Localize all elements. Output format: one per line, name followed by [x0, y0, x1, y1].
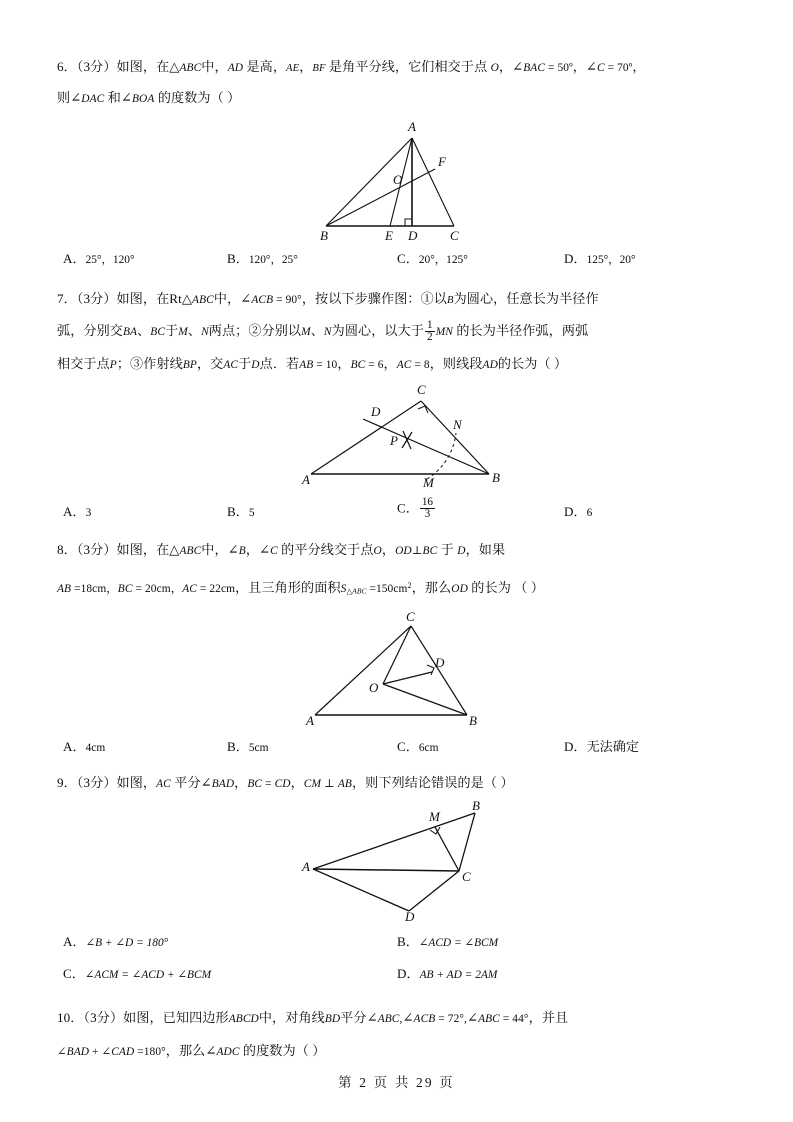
option-6-A-label: A． [63, 251, 86, 266]
figure-6-label-C: C [450, 228, 459, 243]
q6-stem-i: 是角平分线，它们相交于点 [325, 59, 491, 74]
q8-val-ac: = 22cm [196, 582, 236, 595]
option-9-A-text: ∠B + ∠D = 180° [85, 936, 169, 949]
q8-var-o: O [373, 545, 382, 557]
figure-9-label-C: C [462, 868, 471, 884]
option-7-D-label: D． [564, 504, 587, 519]
figure-6-label-D: D [408, 228, 418, 243]
option-9-D-text: AB + AD = 2AM [419, 968, 498, 981]
q6-var-ad: AD [227, 62, 244, 74]
question-10-line-1 [57, 1003, 741, 1034]
q10-val-acb: = 72°, [435, 1012, 467, 1025]
option-7-A-text: 3 [85, 507, 92, 519]
q7-l3-c: ；③作射线 [116, 356, 183, 371]
q10-l1-j: ∠ [466, 1009, 479, 1025]
figure-8-label-A: A [306, 712, 314, 728]
q7-l1-c: 中，∠ [213, 291, 252, 306]
q7-var-bc2: BC [350, 359, 366, 371]
q8-l1-g: 的平分线交于点 [277, 542, 374, 557]
option-9-C-label: C． [63, 965, 85, 981]
q8-val-ab: =18cm， [71, 582, 118, 595]
q8-l1-e: ，∠ [245, 542, 271, 557]
q8-l2-l: 的长为 （ ） [467, 579, 545, 595]
q6-stem2-a: 则∠ [57, 90, 82, 105]
option-6-C-text: 20°，125° [418, 254, 468, 266]
q7-l3-g: 于 [238, 356, 252, 371]
option-8-B-text: 5cm [248, 741, 269, 754]
q7-l3-t: 的长为（ ） [497, 356, 568, 371]
question-9-options-row-2 [57, 963, 741, 993]
q9-var-cd: CD [274, 777, 291, 790]
q8-var-ac: AC [182, 582, 197, 595]
option-9-D[interactable] [397, 963, 497, 982]
q6-var-bf: BF [312, 63, 326, 74]
figure-6-label-E: E [385, 228, 393, 243]
q7-val-acb: = 90° [273, 294, 302, 306]
q10-l2-h: 的度数为（ ） [239, 1042, 326, 1058]
q8-l1-a: 8．（3分）如图，在△ [57, 542, 180, 557]
option-7-C-frac-den: 3 [420, 508, 435, 520]
q8-var-bc2: BC [117, 582, 133, 595]
option-7-B[interactable] [227, 501, 255, 520]
q8-val-bc: = 20cm， [132, 582, 183, 595]
q7-var-m2: M [301, 326, 311, 338]
q8-var-od2: OD [451, 582, 468, 595]
figure-7-label-D: D [371, 404, 381, 419]
q7-l1-a: 7．（3分）如图，在Rt△ [57, 291, 193, 306]
q7-fraction-half [425, 320, 435, 344]
question-8 [57, 535, 741, 766]
option-7-C-frac-num: 16 [421, 496, 434, 508]
figure-8-label-D: D [435, 654, 445, 670]
q7-l3-e: ，交 [196, 356, 224, 371]
q9-var-cm: CM [303, 777, 322, 790]
option-7-A-label: A． [63, 504, 86, 519]
figure-6-label-A: A [408, 119, 416, 134]
question-7-line-2 [57, 315, 741, 348]
q7-var-m: M [178, 326, 188, 338]
question-9-options-row-1 [57, 931, 741, 961]
figure-6-label-O: O [393, 172, 403, 187]
figure-6-svg [304, 114, 494, 242]
option-7-B-text: 5 [248, 507, 255, 519]
option-9-A[interactable] [63, 931, 168, 950]
q10-var-cad: CAD [111, 1045, 135, 1058]
q8-l1-i: ， [381, 542, 396, 557]
option-9-D-label: D． [397, 965, 420, 981]
q10-l2-c: + ∠ [89, 1045, 112, 1058]
q7-var-b: B [446, 295, 454, 306]
question-7-figure [57, 381, 741, 489]
question-9-line-1 [57, 768, 741, 799]
q8-var-d: D [457, 545, 466, 557]
option-8-A-text: 4cm [85, 741, 106, 754]
question-8-figure [57, 608, 741, 728]
question-10 [57, 1003, 741, 1069]
question-7-options [57, 497, 741, 531]
q6-stem-k: ，∠ [498, 59, 524, 74]
q6-stem-q: ， [632, 59, 646, 74]
option-6-D-text: 125°，20° [586, 254, 636, 266]
q6-stem-n: ，∠ [572, 59, 597, 74]
q7-var-abc: ABC [192, 294, 214, 306]
option-6-D[interactable] [564, 248, 636, 267]
option-6-B[interactable] [227, 248, 298, 267]
option-7-D-text: 6 [586, 507, 593, 519]
q10-val-abc: = 44° [499, 1012, 529, 1025]
q7-l1-h: 为圆心，任意长为半径作 [453, 291, 599, 306]
q6-var-o: O [490, 62, 499, 74]
option-6-B-text: 120°，25° [248, 254, 298, 266]
q8-var-ab: AB [57, 582, 72, 595]
figure-7-svg [293, 381, 505, 489]
q7-var-ba: BA [122, 326, 138, 338]
q10-var-bd: BD [324, 1012, 341, 1025]
figure-7-label-B: B [492, 470, 500, 485]
option-8-A-label: A． [63, 738, 86, 754]
q6-stem-a: 6．（3分）如图，在△ [57, 59, 180, 74]
q10-l2-f: ，那么∠ [165, 1042, 217, 1058]
q7-var-d: D [251, 359, 260, 371]
q6-var-dac: DAC [81, 93, 105, 105]
option-8-D-label: D． [564, 738, 587, 754]
q6-var-boa: BOA [132, 93, 155, 105]
page-footer: 第 2 页 共 29 页 [338, 1075, 455, 1090]
option-6-C[interactable] [397, 248, 468, 267]
question-8-line-1 [57, 535, 741, 566]
q6-val-bac: = 50º [545, 62, 573, 74]
question-6-stem-line-1 [57, 52, 741, 83]
option-9-B-text: ∠ACD = ∠BCM [418, 936, 499, 949]
figure-8-label-B: B [469, 712, 477, 728]
q8-var-abc: ABC [179, 545, 202, 557]
figure-8-svg [301, 608, 497, 728]
q8-var-od: OD [395, 545, 412, 557]
q6-var-ae: AE [286, 63, 300, 74]
q9-perp: ⊥ [321, 777, 338, 790]
question-6-figure [57, 114, 741, 242]
question-6-options [57, 248, 741, 278]
figure-6-label-F: F [438, 154, 446, 169]
question-8-line-2 [57, 566, 741, 612]
q7-l3-l: ， [337, 356, 351, 371]
q7-l3-a: 相交于点 [57, 356, 110, 371]
figure-7-label-C: C [417, 382, 426, 397]
figure-8-label-C: C [406, 608, 415, 624]
question-6-stem-line-2 [57, 83, 741, 114]
figure-9-svg [299, 797, 499, 924]
q7-var-mn: MN [435, 326, 453, 338]
option-7-C[interactable] [397, 497, 436, 521]
q10-l1-c: 中，对角线 [258, 1009, 325, 1025]
option-9-C[interactable] [63, 963, 211, 982]
q10-var-bad: BAD [66, 1045, 90, 1058]
q8-l2-g: ，且三角形的面积 [235, 579, 341, 595]
q7-l2-g: 、 [187, 323, 202, 338]
q6-var-c: C [596, 62, 605, 74]
q9-var-ab: AB [337, 777, 352, 790]
q9-l1-e: ， [234, 774, 248, 790]
option-7-C-label: C． [397, 500, 419, 516]
q10-var-acb: ACB [413, 1012, 436, 1025]
option-8-D[interactable] [564, 736, 639, 755]
q8-perp: ⊥ [411, 545, 423, 557]
option-9-A-label: A． [63, 933, 86, 949]
q10-var-adc: ADC [216, 1045, 240, 1058]
q7-val-bc: = 6 [365, 359, 384, 371]
q10-l1-m: ，并且 [528, 1009, 569, 1025]
option-8-B-label: B． [227, 738, 249, 754]
q8-var-b: B [238, 545, 246, 557]
q8-val-area: =150cm [366, 582, 408, 595]
question-9 [57, 768, 741, 993]
q9-eq: = [262, 777, 275, 790]
option-7-D[interactable] [564, 501, 592, 520]
option-9-B-label: B． [397, 933, 419, 949]
q7-var-ab: AB [299, 359, 314, 371]
question-10-line-2 [57, 1034, 741, 1069]
q7-var-ac2: AC [396, 359, 412, 371]
figure-7-label-N: N [453, 417, 462, 432]
q7-l2-k: 、 [310, 323, 324, 338]
option-7-B-label: B． [227, 504, 249, 519]
figure-9-label-B: B [472, 797, 480, 813]
q7-var-acb: ACB [251, 294, 274, 306]
q7-l2-o: 的长为半径作弧，两弧 [452, 323, 589, 338]
q7-l2-m: 为圆心，以大于 [331, 323, 424, 338]
option-6-A[interactable] [63, 248, 135, 267]
q6-var-bac: BAC [523, 62, 546, 74]
option-8-D-text: 无法确定 [586, 738, 639, 754]
q10-l1-a: 10．（3分）如图，已知四边形 [57, 1009, 229, 1025]
q8-l1-m: 于 [437, 542, 458, 557]
q7-val-ab: = 10 [313, 359, 338, 371]
figure-7-label-A: A [302, 472, 310, 487]
q7-l2-i: 两点；②分别以 [208, 323, 302, 338]
option-7-A[interactable] [63, 501, 91, 520]
q8-sup-2: 2 [407, 581, 412, 590]
question-7-line-1 [57, 284, 741, 315]
option-8-B[interactable] [227, 736, 268, 755]
q6-var-abc: ABC [179, 62, 202, 74]
q10-l1-e: 平分∠ [340, 1009, 378, 1025]
figure-9-label-M: M [429, 808, 440, 824]
q7-var-bc: BC [150, 326, 166, 338]
question-8-options [57, 736, 741, 766]
q7-var-ac: AC [223, 359, 239, 371]
q8-var-bc: BC [422, 545, 438, 557]
option-9-C-text: ∠ACM = ∠ACD + ∠BCM [84, 968, 212, 981]
figure-7-label-P: P [390, 433, 398, 448]
q7-l1-f: ，按以下步骤作图：①以 [301, 291, 447, 306]
q10-l1-g: ∠ [402, 1009, 414, 1025]
q8-var-c: C [270, 545, 278, 557]
question-6 [57, 52, 741, 278]
q8-l2-j: ，那么 [411, 579, 452, 595]
q8-l1-c: 中，∠ [201, 542, 239, 557]
q9-var-bc: BC [247, 777, 263, 790]
option-7-C-fraction [420, 497, 435, 521]
q9-l1-c: 平分∠ [170, 774, 212, 790]
q6-stem2-e: 的度数为（ ） [154, 90, 241, 105]
option-6-C-label: C． [397, 251, 419, 266]
q6-stem-g: ， [299, 59, 313, 74]
option-8-A[interactable] [63, 736, 105, 755]
q7-var-ad: AD [482, 359, 498, 371]
figure-7-label-M: M [423, 475, 434, 490]
q7-l2-a: 弧，分别交 [57, 323, 123, 338]
question-7-line-3 [57, 348, 741, 381]
q10-l2-a: ∠ [57, 1045, 67, 1058]
q9-var-ac: AC [156, 777, 171, 790]
question-7 [57, 284, 741, 531]
q7-l2-e: 于 [165, 323, 179, 338]
q7-val-ac: = 8 [411, 359, 430, 371]
q8-var-s: S [340, 582, 347, 595]
q7-l3-r: ，则线段 [429, 356, 483, 371]
option-6-A-text: 25°，120° [85, 254, 135, 266]
q6-stem2-c: 和∠ [104, 90, 132, 105]
q6-stem-e: 是高， [243, 59, 287, 74]
q7-l3-o: ， [383, 356, 397, 371]
q8-sub-abc: △ABC [346, 586, 367, 596]
q9-l1-m: ，则下列结论错误的是（ ） [351, 774, 514, 790]
option-6-B-label: B． [227, 251, 249, 266]
q9-l1-a: 9．（3分）如图， [57, 774, 157, 790]
figure-8-label-O: O [369, 679, 379, 695]
q7-frac-num: 1 [426, 318, 433, 331]
figure-6-label-B: B [320, 228, 328, 243]
figure-9-label-A: A [302, 858, 310, 874]
q7-frac-den: 2 [426, 331, 433, 344]
q7-l3-i: 点．若 [259, 356, 300, 371]
q9-l1-i: ， [290, 774, 304, 790]
q10-var-abc: ABC, [377, 1012, 403, 1025]
option-8-C-label: C． [397, 738, 419, 754]
page-content [57, 52, 741, 1069]
q10-val-sum: =180° [134, 1045, 166, 1058]
q8-l1-o: ，如果 [465, 542, 506, 557]
q7-var-p: P [109, 359, 117, 371]
figure-9-label-D: D [405, 908, 415, 924]
q7-l2-c: 、 [137, 323, 151, 338]
q9-var-bad: BAD [211, 777, 235, 790]
question-9-figure [57, 797, 741, 924]
option-8-C-text: 6cm [418, 741, 439, 754]
q10-var-abcd: ABCD [228, 1012, 259, 1025]
q10-var-abc2: ABC [478, 1012, 500, 1025]
option-9-B[interactable] [397, 931, 498, 950]
q7-var-n2: N [323, 326, 332, 338]
q7-var-bp: BP [182, 359, 197, 371]
q6-stem-c: 中， [201, 59, 228, 74]
q7-var-n: N [201, 326, 209, 338]
option-6-D-label: D． [564, 251, 587, 266]
q6-val-c: = 70º [604, 62, 633, 74]
option-8-C[interactable] [397, 736, 438, 755]
